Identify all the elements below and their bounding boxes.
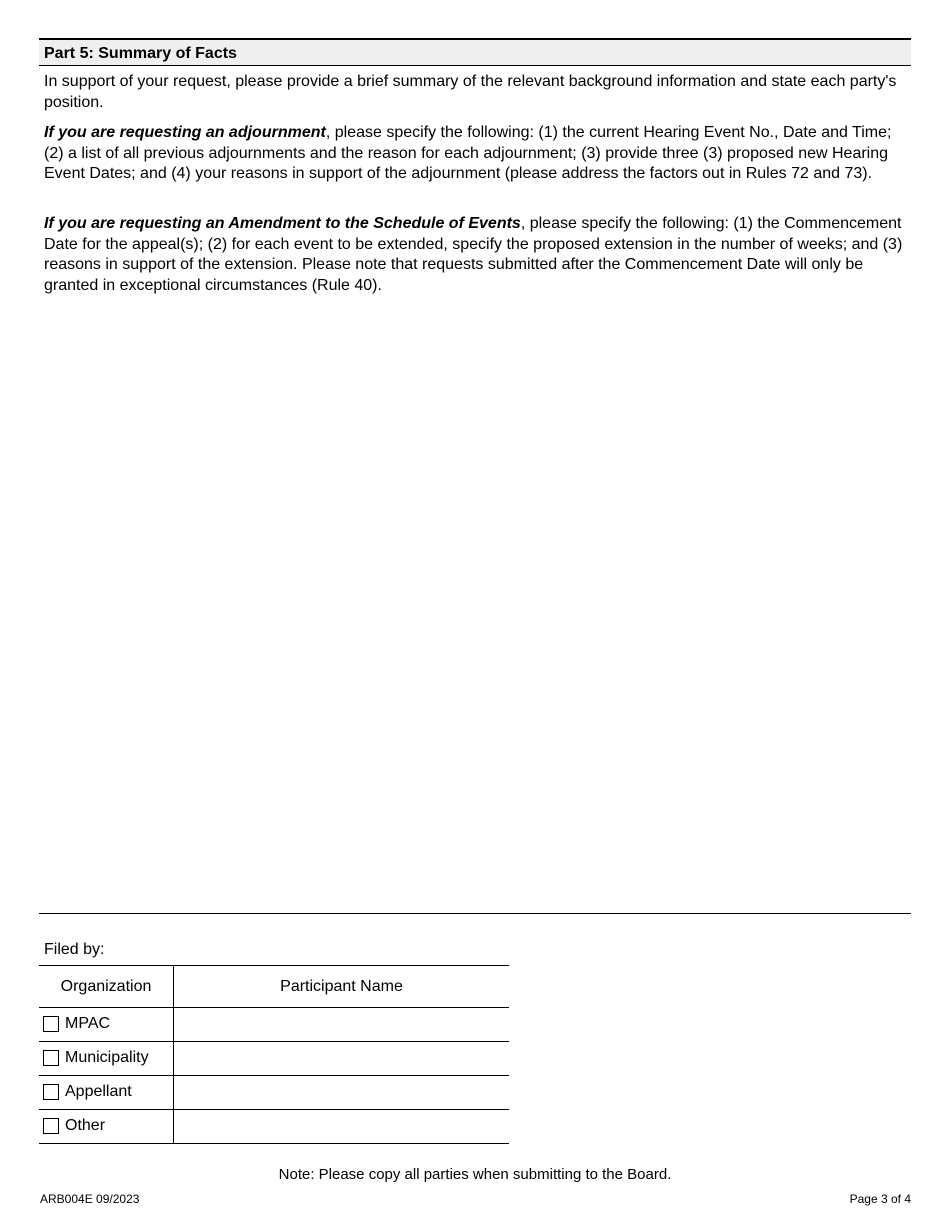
- organization-cell: [39, 1008, 174, 1042]
- mpac-label: MPAC: [65, 1015, 111, 1033]
- other-checkbox[interactable]: [43, 1118, 59, 1134]
- intro-text: In support of your request, please provide a brief summary of the relevant background information and state each party's position.: [44, 73, 897, 111]
- amendment-instructions: [44, 214, 906, 296]
- participant-name-field[interactable]: [174, 1076, 510, 1110]
- amendment-text: , please specify the following: (1) the Commencement Date for the appeal(s); (2) for each event to be extended, specify the proposed extension in the number of weeks; and (3) reasons in support of the extension. Please note that requests submitted after the Commencement Date will only be granted in exceptional circumstances (Rule 40).: [44, 215, 903, 294]
- mpac-checkbox[interactable]: [43, 1016, 59, 1032]
- copy-parties-note: Note: Please copy all parties when submitting to the Board.: [278, 1166, 672, 1183]
- filed-by-row-municipality: [39, 1042, 509, 1076]
- participant-name-field[interactable]: [174, 1008, 510, 1042]
- filed-by-row-other: [39, 1110, 509, 1144]
- organization-cell: [39, 1076, 174, 1110]
- participant-name-field[interactable]: [174, 1110, 510, 1144]
- filed-by-label: Filed by:: [44, 941, 105, 958]
- appellant-checkbox[interactable]: [43, 1084, 59, 1100]
- form-code: ARB004E 09/2023: [40, 1192, 140, 1206]
- filed-by-row-appellant: [39, 1076, 509, 1110]
- participant-name-header: Participant Name: [174, 966, 510, 1008]
- organization-header: Organization: [39, 966, 174, 1008]
- page-number: Page 3 of 4: [849, 1192, 911, 1206]
- organization-cell: [39, 1042, 174, 1076]
- section-title: Part 5: Summary of Facts: [44, 45, 237, 62]
- adjournment-instructions: [44, 123, 906, 185]
- other-label: Other: [65, 1117, 106, 1135]
- organization-cell: [39, 1110, 174, 1144]
- filed-by-row-mpac: [39, 1008, 509, 1042]
- filed-by-table: [39, 965, 509, 1144]
- adjournment-lead: If you are requesting an adjournment: [44, 124, 326, 141]
- summary-response-area[interactable]: [39, 300, 911, 910]
- adjournment-text: , please specify the following: (1) the current Hearing Event No., Date and Time; (2) a list of all previous adjournments and the reason for each adjournment; (3) provide three (3) proposed new Hearing Event Dates; and (4) your reasons in support of the adjournment (please address the factors out in Rules 72 and 73).: [44, 124, 892, 182]
- section-header: [39, 38, 911, 66]
- appellant-label: Appellant: [65, 1083, 132, 1101]
- amendment-lead: If you are requesting an Amendment to the Schedule of Events: [44, 215, 521, 232]
- municipality-checkbox[interactable]: [43, 1050, 59, 1066]
- section-divider: [39, 913, 911, 914]
- participant-name-field[interactable]: [174, 1042, 510, 1076]
- filed-by-header-row: [39, 966, 509, 1008]
- municipality-label: Municipality: [65, 1049, 149, 1067]
